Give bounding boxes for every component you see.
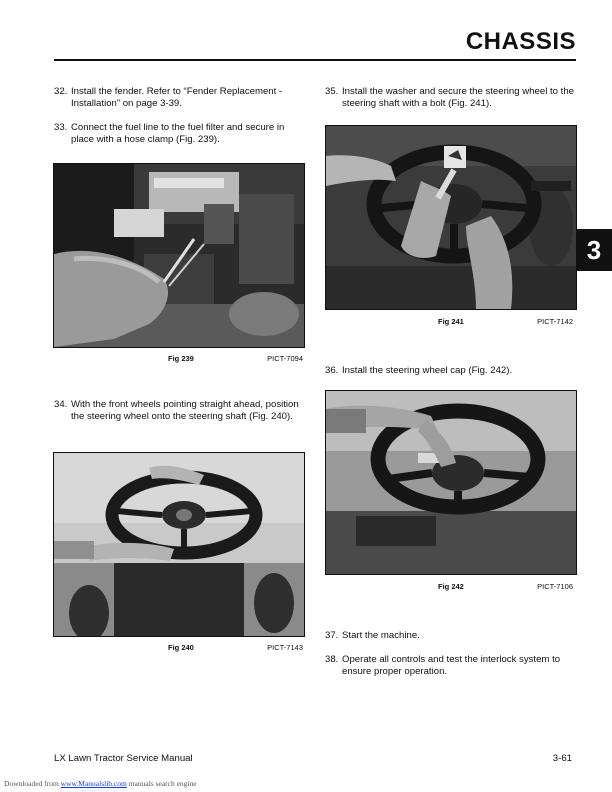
download-prefix: Downloaded from: [4, 779, 61, 788]
step-text: Connect the fuel line to the fuel filter and secure in place with a hose clamp (Fig. 239).: [71, 122, 285, 145]
figure-241-photo: [325, 125, 577, 310]
step-34: [54, 399, 300, 423]
step-37: [325, 630, 575, 642]
figure-242-caption: [438, 582, 573, 591]
step-number: 34.: [54, 399, 68, 410]
step-text: Operate all controls and test the interlock system to ensure proper operation.: [342, 654, 561, 677]
step-text: Install the fender. Refer to “Fender Replacement - Installation” on page 3-39.: [71, 86, 283, 109]
figure-239-caption: [168, 354, 303, 363]
figure-code: PICT-7094: [267, 354, 303, 363]
step-32: [54, 86, 300, 110]
step-text: With the front wheels pointing straight ahead, position the steering wheel onto the steering shaft (Fig. 240).: [71, 399, 299, 422]
footer-manual-title: LX Lawn Tractor Service Manual: [54, 753, 193, 764]
page-title: CHASSIS: [465, 28, 576, 55]
figure-241-caption: [438, 317, 573, 326]
step-number: 32.: [54, 86, 68, 97]
step-36: [325, 365, 575, 377]
figure-label: Fig 241: [438, 317, 464, 326]
figure-code: PICT-7142: [537, 317, 573, 326]
manualslib-link[interactable]: www.Manualslib.com: [60, 779, 127, 788]
footer-page-number: 3-61: [552, 753, 572, 764]
figure-240-caption: [168, 643, 303, 652]
download-notice: [4, 779, 197, 788]
figure-code: PICT-7143: [267, 643, 303, 652]
figure-label: Fig 240: [168, 643, 194, 652]
figure-label: Fig 242: [438, 582, 464, 591]
step-text: Install the washer and secure the steering wheel to the steering shaft with a bolt (Fig. 241).: [342, 86, 574, 109]
figure-label: Fig 239: [168, 354, 194, 363]
download-suffix: manuals search engine: [126, 779, 197, 788]
step-text: Start the machine.: [342, 630, 420, 641]
header-rule: [54, 59, 576, 61]
step-text: Install the steering wheel cap (Fig. 242).: [342, 365, 513, 376]
step-number: 36.: [325, 365, 339, 376]
figure-242-photo: [325, 390, 577, 575]
section-tab: 3: [576, 229, 612, 271]
step-number: 35.: [325, 86, 339, 97]
step-33: [54, 122, 300, 146]
step-number: 38.: [325, 654, 339, 665]
step-number: 37.: [325, 630, 339, 641]
figure-240-photo: [53, 452, 305, 637]
step-38: [325, 654, 575, 678]
step-number: 33.: [54, 122, 68, 133]
figure-code: PICT-7106: [537, 582, 573, 591]
figure-239-photo: [53, 163, 305, 348]
step-35: [325, 86, 575, 110]
